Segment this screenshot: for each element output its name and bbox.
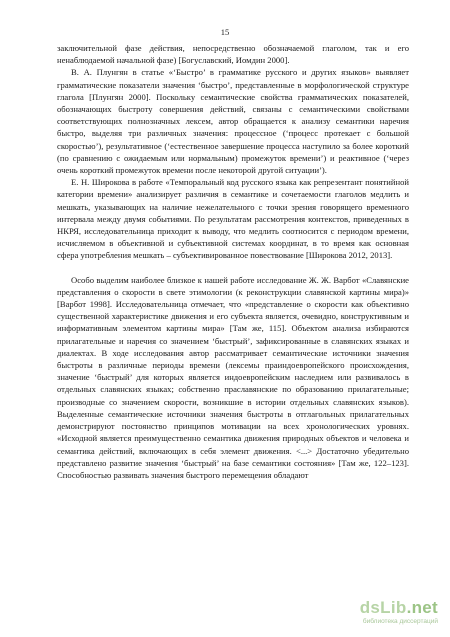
page-number: 15 [220,27,230,37]
paragraph-varbot: Особо выделим наиболее близкое к нашей работе исследование Ж. Ж. Варбот «Славянские представления о скорости в свете этимологии (к реконструкции славянской картины мира)» [Варбот 1998]. Исследовательница отмечает, что «представление о скорости как объективно существенной характеристике движения и его субъекта является, очевидно, конструктивным и информативным элементом картины мира» [Там же, 115]. Объектом анализа избираются прилагательные и наречия со значением ‘быстрый’, зафиксированные в славянских языках и диалектах. В ходе исследования автор рассматривает семантические источники значения быстроты в различные периоды времени (лексемы праиндоевропейского происхождения, значение ‘быстрый’ для которых является индоевропейским наследием или развивалось в отдельных славянских языках; собственно праславянские по образованию прилагательные; производные со значением скорости, возникшие в истории отдельных славянских языков). Выделенные семантические источники значения быстроты в отглагольных прилагательных демонстрируют постоянство принципов мотивации на всех хронологических уровнях. «Исходной является преимущественно семантика движения природных объектов и человека и семантика действий, включающих в себя элемент движения. <...> Достаточно убедительно представлено развитие значения ‘быстрый’ на базе семантики состояния» [Там же, 122–123]. Способностью развивать значения быстрого перемещения обладают [57,274,409,480]
watermark-logo [310,599,438,617]
watermark-logo-main: dsLib [359,598,407,617]
paragraph-plungian: В. А. Плунгян в статье «‘Быстро’ в грамматике русского и других языков» выявляет грамматические показатели значения ‘быстро’, представленные в морфологической структуре глагола [Плунгян 2000]. Поскольку семантические свойства грамматических показателей, обозначающих быстроту совершения действий, связаны с семантическими свойствами соответствующих полнозначных лексем, автор обращается к анализу семантики наречия быстро, выделяя три различных значения: процессное (‘процесс протекает с большой скоростью’), результативное (‘естественное завершение процесса наступило за более короткий (по сравнению с ожидаемым или нормальным) промежуток времени’) и реактивное (‘через очень короткий промежуток времени после некоторой другой ситуации’). [57,67,409,176]
document-body [57,42,409,481]
paragraph-continuation: заключительной фазе действия, непосредственно обозначаемой глаголом, так и его ненаблюдаемой начальной фазе) [Богуславский, Иомдин 2000]. [57,43,409,66]
dslib-watermark [310,599,438,629]
watermark-logo-suffix: .net [406,598,438,617]
paragraph-gap [57,262,409,274]
watermark-subtitle: библиотека диссертаций [362,618,438,625]
paragraph-shirokova: Е. Н. Широкова в работе «Темпоральный код русского языка как репрезентант понятийной категории времени» анализирует различия в семантике и сочетаемости глаголов медлить и мешкать, указывающих на наличие нежелательного с точки зрения говорящего временного интервала между двумя событиями. По результатам рассмотрения контекстов, приведенных в НКРЯ, исследовательница приходит к выводу, что медлить соотносится с периодом времени, исчисляемом в объективной и субъективной системах координат, в то время как основная сфера употребления мешкать – субъективированное повествование [Широкова 2012, 2013]. [57,177,409,261]
